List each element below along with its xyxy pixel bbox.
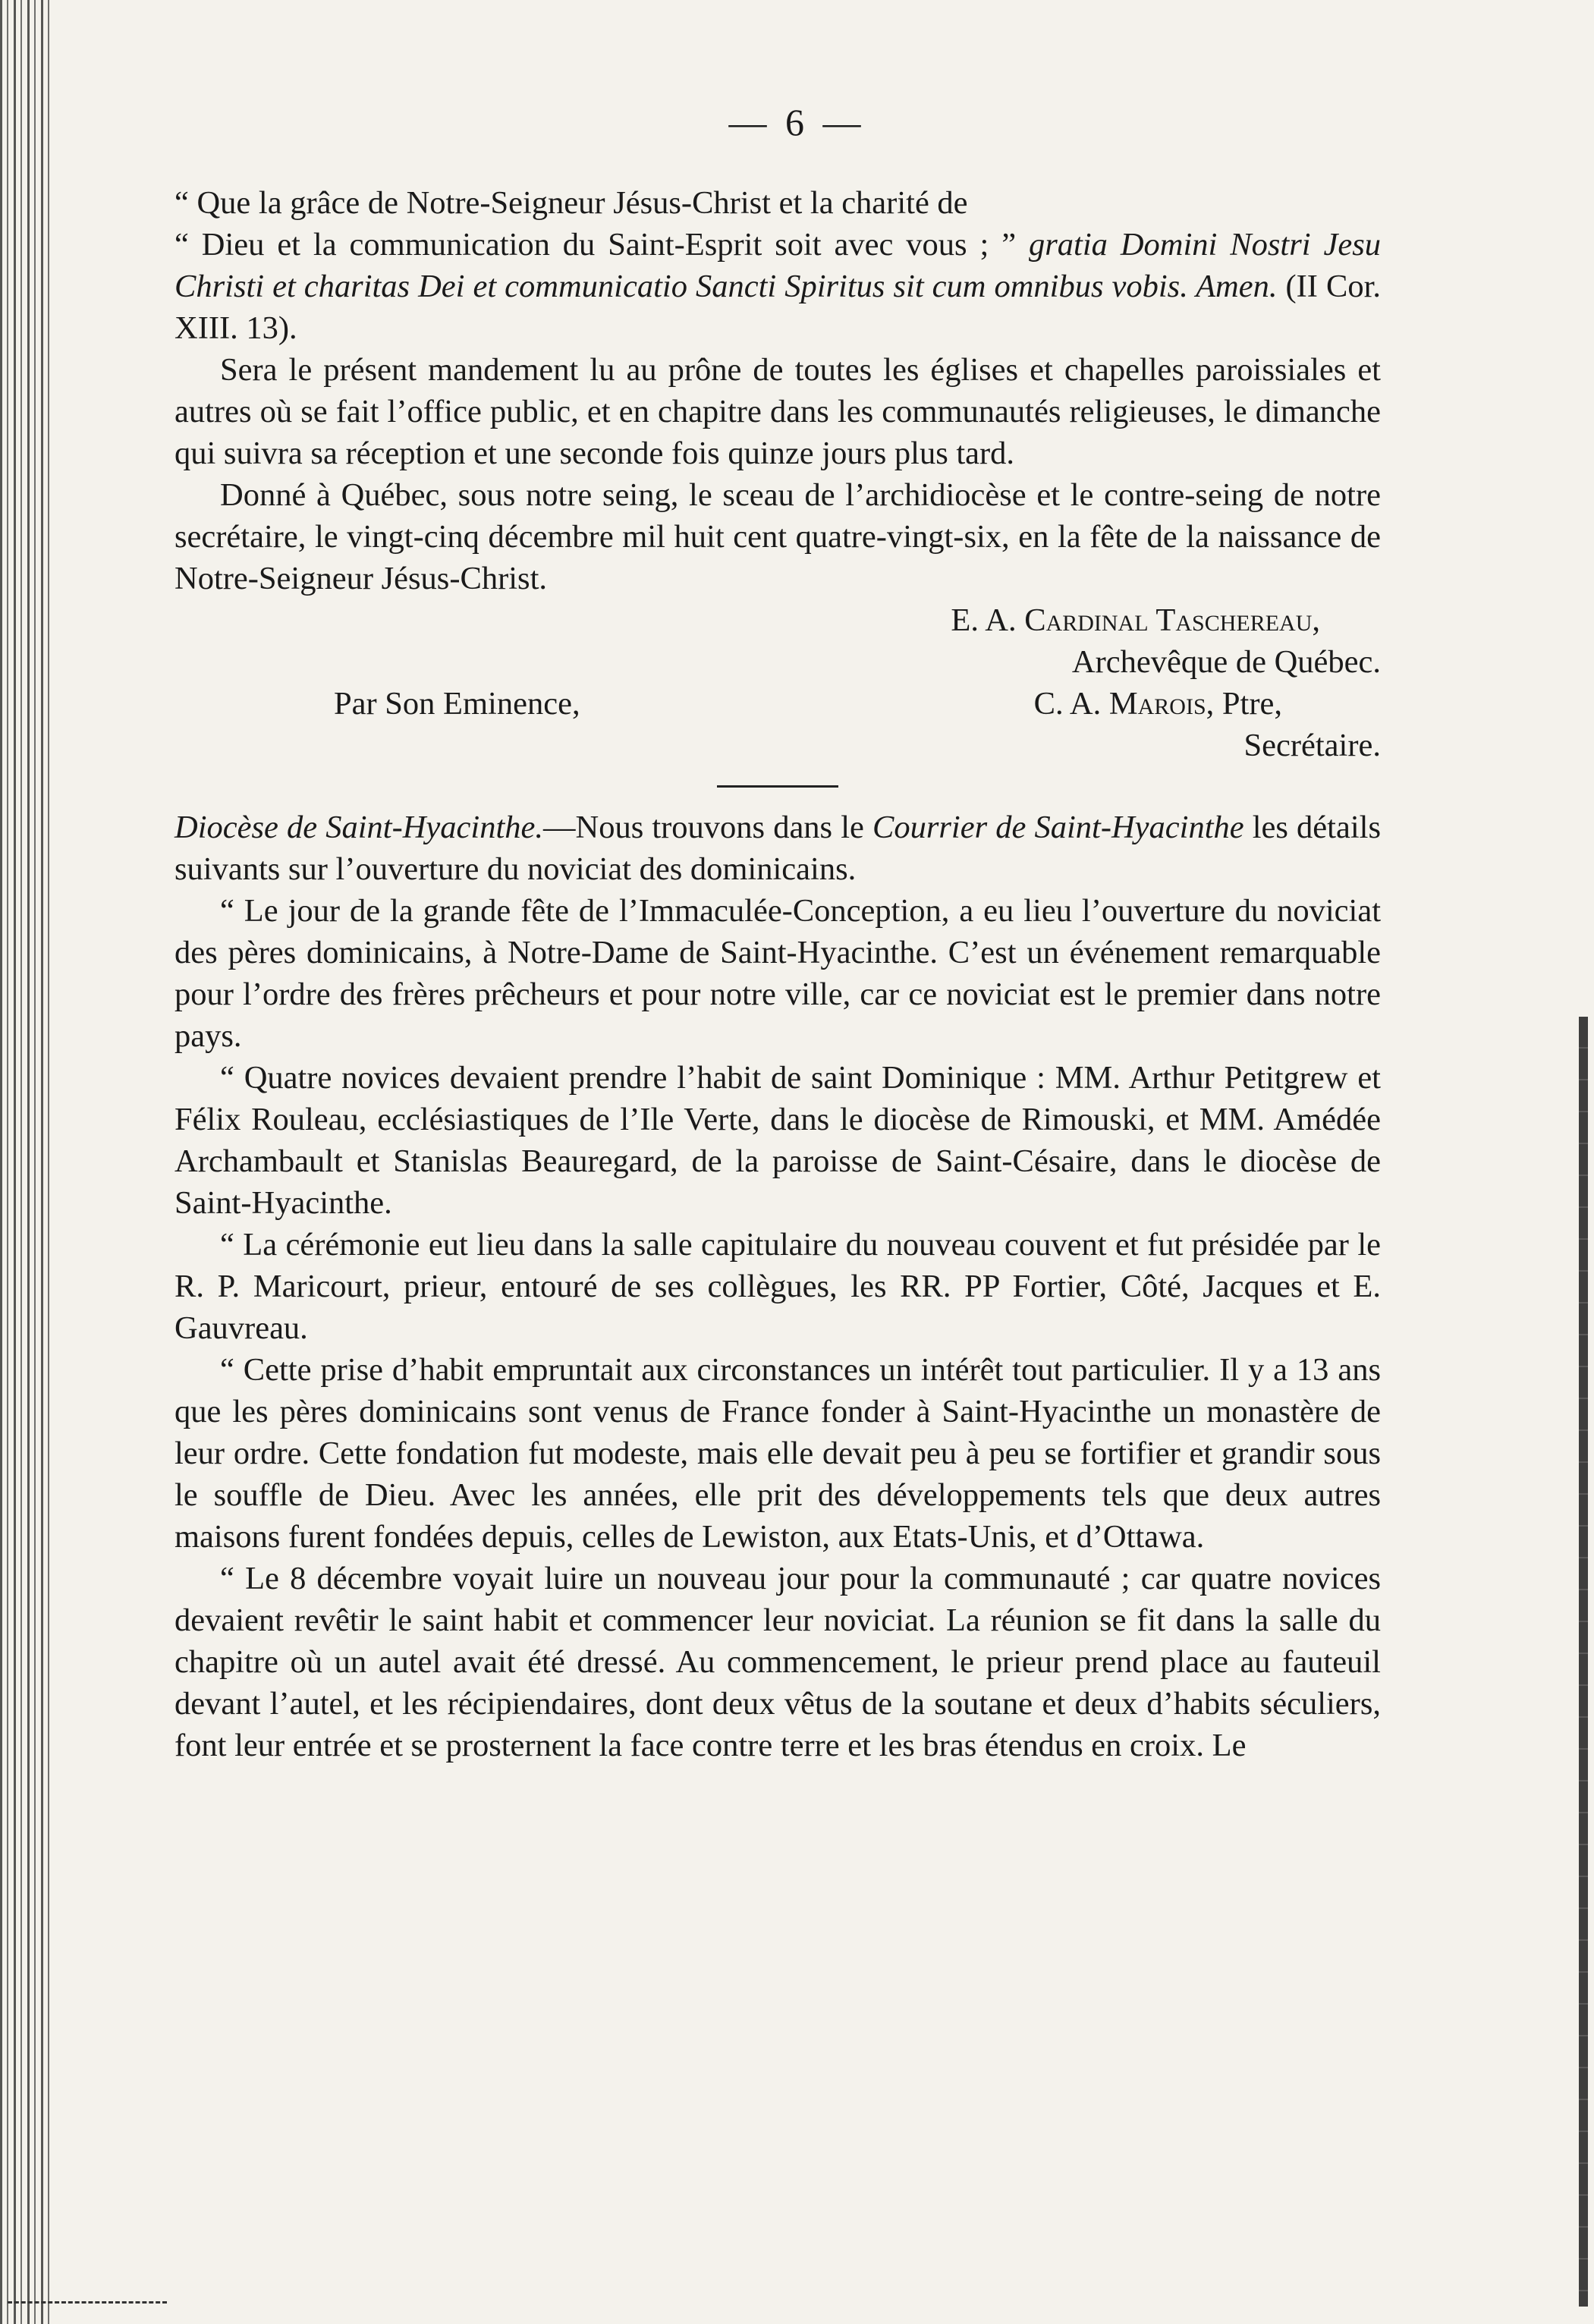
- page-right-edge: [1579, 1017, 1588, 2307]
- section-divider: [717, 785, 838, 788]
- quote-block: [174, 182, 1381, 349]
- article-heading: Diocèse de Saint-Hyacinthe.: [174, 810, 543, 845]
- secretary-signature: [1034, 683, 1282, 725]
- mandement-paragraph: Sera le présent mandement lu au prône de toutes les églises et chapelles paroissiales et autres où se fait l’office public, et en chapitre dans les communautés religieuses, le dimanche qui suivra sa réception et une seconde fois quinze jours plus tard.: [174, 352, 1381, 471]
- cardinal-signature: [174, 599, 1381, 641]
- article-intro-rest: les détails suivants sur l’ouverture du noviciat des dominicains.: [174, 810, 1381, 887]
- secretary-title: Secrétaire.: [1243, 728, 1381, 763]
- page-binding-edge: [0, 0, 53, 2324]
- cardinal-title: Archevêque de Québec.: [1071, 644, 1381, 680]
- bottom-rule: [8, 2301, 167, 2307]
- page-number: — 6 —: [728, 101, 866, 143]
- secretary-suffix: Ptre,: [1214, 686, 1282, 722]
- quote-line-2: “ Dieu et la communication du Saint-Esprit soit avec vous ; ”: [174, 227, 1017, 263]
- document-body: [174, 182, 1381, 1766]
- article-intro-text: —Nous trouvons dans le: [543, 810, 872, 845]
- article-paragraph: “ Le 8 décembre voyait luire un nouveau jour pour la communauté ; car quatre novices devaient revêtir le saint habit et commencer leur noviciat. La réunion se fit dans la salle du chapitre où un autel avait été dressé. Au commencement, le prieur prend place au fauteuil devant l’autel, et les récipiendaires, dont deux vêtus de la soutane et deux d’habits séculiers, font leur entrée et se prosternent la face contre terre et les bras étendus en croix. Le: [174, 1561, 1381, 1763]
- secretary-row: [174, 683, 1381, 725]
- secretary-prefix: C. A.: [1033, 686, 1109, 722]
- cardinal-prefix: E. A.: [951, 602, 1025, 638]
- latin-quote: gratia Domini Nostri Jesu Christi et charitas Dei et communicatio Sancti Spiritus sit cum omnibus vobis. Amen.: [174, 227, 1381, 304]
- secretary-name: Marois,: [1108, 686, 1215, 722]
- article-paragraph: “ Cette prise d’habit empruntait aux circonstances un intérêt tout particulier. Il y a 13 ans que les pères dominicains sont venus de France fonder à Saint-Hyacinthe un monastère de leur ordre. Cette fondation fut modeste, mais elle devait peu à peu se fortifier et grandir sous le souffle de Dieu. Avec les années, elle prit des développements tels que deux autres maisons furent fondées depuis, celles de Lewiston, aux Etats-Unis, et d’Ottawa.: [174, 1352, 1381, 1555]
- article-paragraph: “ Le jour de la grande fête de l’Immaculée-Conception, a eu lieu l’ouverture du noviciat des pères dominicains, à Notre-Dame de Saint-Hyacinthe. C’est un événement remarquable pour l’ordre des frères prêcheurs et pour notre ville, car ce noviciat est le premier dans notre pays.: [174, 893, 1381, 1054]
- donne-paragraph: Donné à Québec, sous notre seing, le sceau de l’archidiocèse et le contre-seing de notre secrétaire, le vingt-cinq décembre mil huit cent quatre-vingt-six, en la fête de la naissance de Notre-Seigneur Jésus-Christ.: [174, 477, 1381, 596]
- quote-line-1: “ Que la grâce de Notre-Seigneur Jésus-Christ et la charité de: [174, 185, 968, 221]
- article-intro: [174, 807, 1381, 890]
- article-paragraph: “ Quatre novices devaient prendre l’habit de saint Dominique : MM. Arthur Petitgrew et Félix Rouleau, ecclésiastiques de l’Ile Verte, dans le diocèse de Rimouski, et MM. Amédée Archambault et Stanislas Beauregard, de la paroisse de Saint-Césaire, dans le diocèse de Saint-Hyacinthe.: [174, 1060, 1381, 1221]
- article-source: Courrier de Saint-Hyacinthe: [872, 810, 1244, 845]
- cardinal-name: Cardinal Taschereau,: [1024, 602, 1320, 638]
- par-son-eminence: Par Son Eminence,: [334, 686, 580, 722]
- bible-reference: (II Cor. XIII. 13).: [174, 269, 1381, 346]
- article-paragraph: “ La cérémonie eut lieu dans la salle capitulaire du nouveau couvent et fut présidée par le R. P. Maricourt, prieur, entouré de ses collègues, les RR. PP Fortier, Côté, Jacques et E. Gauvreau.: [174, 1227, 1381, 1346]
